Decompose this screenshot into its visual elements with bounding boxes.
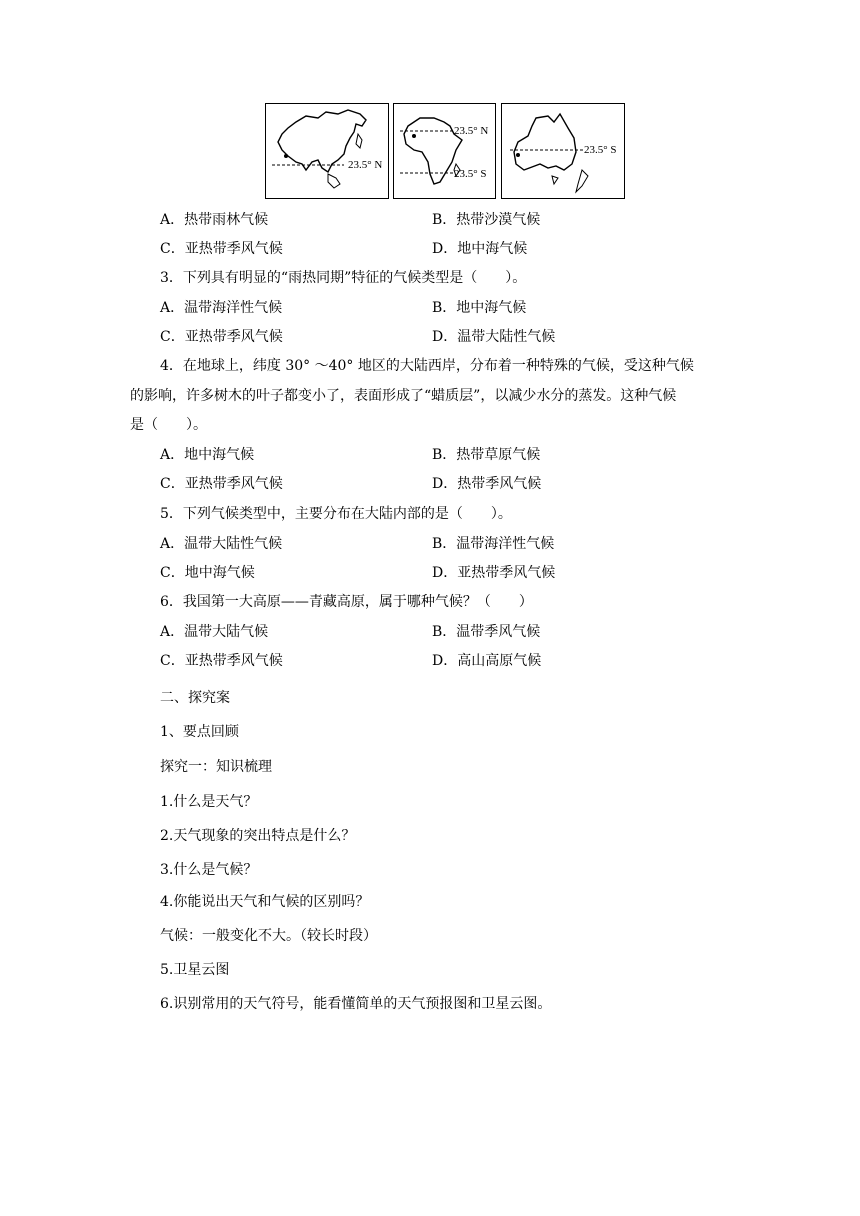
q6-stem: 6．我国第一大高原——青藏高原，属于哪种气候？（ ） [160, 594, 533, 610]
q6-option-b: B．温带季风气候 [432, 624, 541, 640]
q6-option-c: C．亚热带季风气候 [160, 653, 283, 669]
q5-option-b: B．温带海洋性气候 [432, 536, 555, 552]
section2-item-1: 1.什么是天气？ [160, 794, 258, 810]
map-australia [501, 103, 625, 199]
q4-option-c: C．亚热带季风气候 [160, 476, 283, 492]
q4-line1: 4．在地球上，纬度 30° ～40° 地区的大陆西岸，分布着一种特殊的气候，受这种气候 [160, 358, 694, 374]
australia-tropic-label: 23.5° S [584, 144, 617, 156]
q4-option-b: B．热带草原气候 [432, 447, 541, 463]
section2-heading: 二、探究案 [160, 690, 230, 706]
section2-item-4: 4.你能说出天气和气候的区别吗？ [160, 894, 370, 910]
section2-item-3: 3.什么是气候？ [160, 862, 258, 878]
q4-option-a: A．地中海气候 [160, 447, 255, 463]
q3-option-c: C．亚热带季风气候 [160, 329, 283, 345]
africa-south-label: 23.5° S [454, 168, 487, 180]
africa-map-image [394, 104, 495, 198]
q2-option-c: C．亚热带季风气候 [160, 241, 283, 257]
section2-item-6: 6.识别常用的天气符号，能看懂简单的天气预报图和卫星云图。 [160, 996, 552, 1012]
map-africa [393, 103, 496, 199]
asia-map-image [266, 104, 388, 198]
q2-option-d: D．地中海气候 [432, 241, 528, 257]
section2-sub1: 1、要点回顾 [160, 724, 239, 740]
asia-tropic-label: 23.5° N [348, 159, 383, 171]
q5-option-a: A．温带大陆性气候 [160, 536, 283, 552]
q5-option-d: D．亚热带季风气候 [432, 565, 556, 581]
section2-sub2: 探究一：知识梳理 [160, 759, 272, 775]
section2-climate-note: 气候：一般变化不大。（较长时段） [160, 928, 377, 944]
climate-maps [265, 103, 625, 200]
q4-option-d: D．热带季风气候 [432, 476, 542, 492]
q5-option-c: C．地中海气候 [160, 565, 255, 581]
africa-north-label: 23.5° N [454, 125, 489, 137]
q4-line3: 是（ ）。 [130, 417, 207, 433]
section2-item-5: 5.卫星云图 [160, 962, 230, 978]
map-asia [265, 103, 389, 199]
q6-option-d: D．高山高原气候 [432, 653, 542, 669]
q3-stem: 3．下列具有明显的“雨热同期”特征的气候类型是（ ）。 [160, 270, 527, 286]
q2-option-a: A．热带雨林气候 [160, 212, 269, 228]
q2-option-b: B．热带沙漠气候 [432, 212, 541, 228]
q4-line2: 的影响，许多树木的叶子都变小了，表面形成了“蜡质层”，以减少水分的蒸发。这种气候 [130, 388, 677, 404]
section2-item-2: 2.天气现象的突出特点是什么？ [160, 828, 356, 844]
q3-option-a: A．温带海洋性气候 [160, 300, 283, 316]
q5-stem: 5．下列气候类型中，主要分布在大陆内部的是（ ）。 [160, 506, 512, 522]
q6-option-a: A．温带大陆气候 [160, 624, 269, 640]
q3-option-b: B．地中海气候 [432, 300, 527, 316]
q3-option-d: D．温带大陆性气候 [432, 329, 556, 345]
